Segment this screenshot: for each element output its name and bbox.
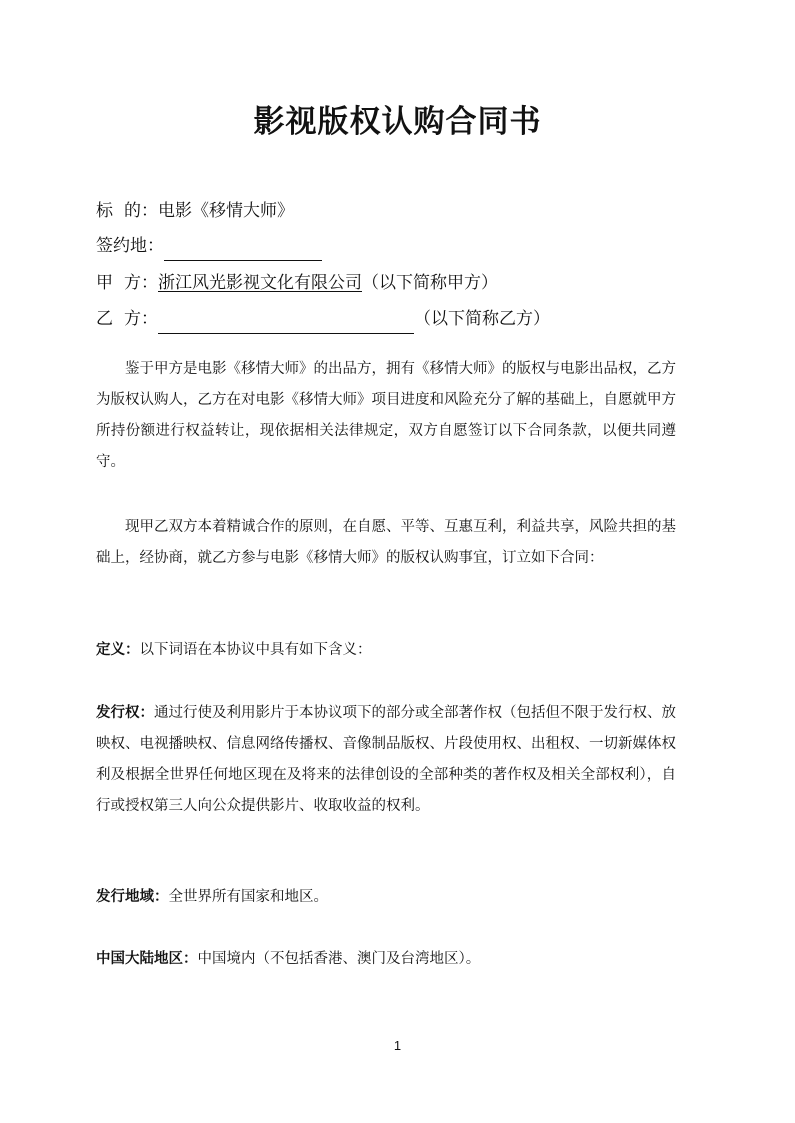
signing-place-label: 签约地：	[96, 236, 164, 256]
preamble-paragraph: 鉴于甲方是电影《移情大师》的出品方，拥有《移情大师》的版权与电影出品权，乙方为版权认购人，乙方在对电影《移情大师》项目进度和风险充分了解的基础上，自愿就甲方所持份额进行权益转让，现依据相关法律规定，双方自愿签订以下合同条款，以便共同遵守。	[96, 361, 676, 470]
distribution-rights-definition	[96, 698, 676, 822]
mainland-china-text: 中国境内（不包括香港、澳门及台湾地区）。	[197, 951, 481, 967]
distribution-rights-term: 发行权：	[96, 705, 154, 721]
party-b-line	[96, 304, 696, 334]
cooperation-paragraph: 现甲乙双方本着精诚合作的原则，在自愿、平等、互惠互利，利益共享，风险共担的基础上，经协商，就乙方参与电影《移情大师》的版权认购事宜，订立如下合同：	[96, 519, 676, 566]
document-title: 影视版权认购合同书	[253, 104, 542, 140]
mainland-china-term: 中国大陆地区：	[96, 951, 198, 967]
subject-label-a: 标	[96, 201, 113, 221]
signing-place-blank[interactable]	[164, 238, 322, 261]
page-number: 1	[393, 1038, 402, 1053]
party-a-line	[96, 268, 696, 298]
party-a-name: 浙江风光影视文化有限公司	[158, 273, 362, 293]
definitions-intro	[96, 635, 676, 666]
subject-label-b: 的：	[124, 201, 158, 221]
party-b-note: （以下简称乙方）	[414, 309, 550, 329]
definitions-term: 定义：	[96, 642, 140, 658]
distribution-territory-text: 全世界所有国家和地区。	[168, 889, 328, 905]
party-b-blank[interactable]	[158, 311, 414, 334]
mainland-china-definition	[96, 944, 676, 975]
distribution-territory-term: 发行地域：	[96, 889, 169, 905]
subject-line	[96, 196, 696, 226]
party-b-label-b: 方：	[124, 309, 158, 329]
distribution-territory-definition	[96, 882, 676, 913]
party-b-label-a: 乙	[96, 309, 113, 329]
party-a-label-a: 甲	[96, 273, 113, 293]
signing-place-line	[96, 231, 696, 261]
party-a-note: （以下简称甲方）	[362, 273, 498, 293]
subject-value: 电影《移情大师》	[158, 201, 294, 221]
definitions-intro-text: 以下词语在本协议中具有如下含义：	[139, 642, 372, 658]
party-a-label-b: 方：	[124, 273, 158, 293]
distribution-rights-text: 通过行使及利用影片于本协议项下的部分或全部著作权（包括但不限于发行权、放映权、电视播映权、信息网络传播权、音像制品版权、片段使用权、出租权、一切新媒体权利及根据全世界任何地区现在及将来的法律创设的全部种类的著作权及相关全部权利），自行或授权第三人向公众提供影片、收取收益的权利。	[96, 705, 676, 814]
